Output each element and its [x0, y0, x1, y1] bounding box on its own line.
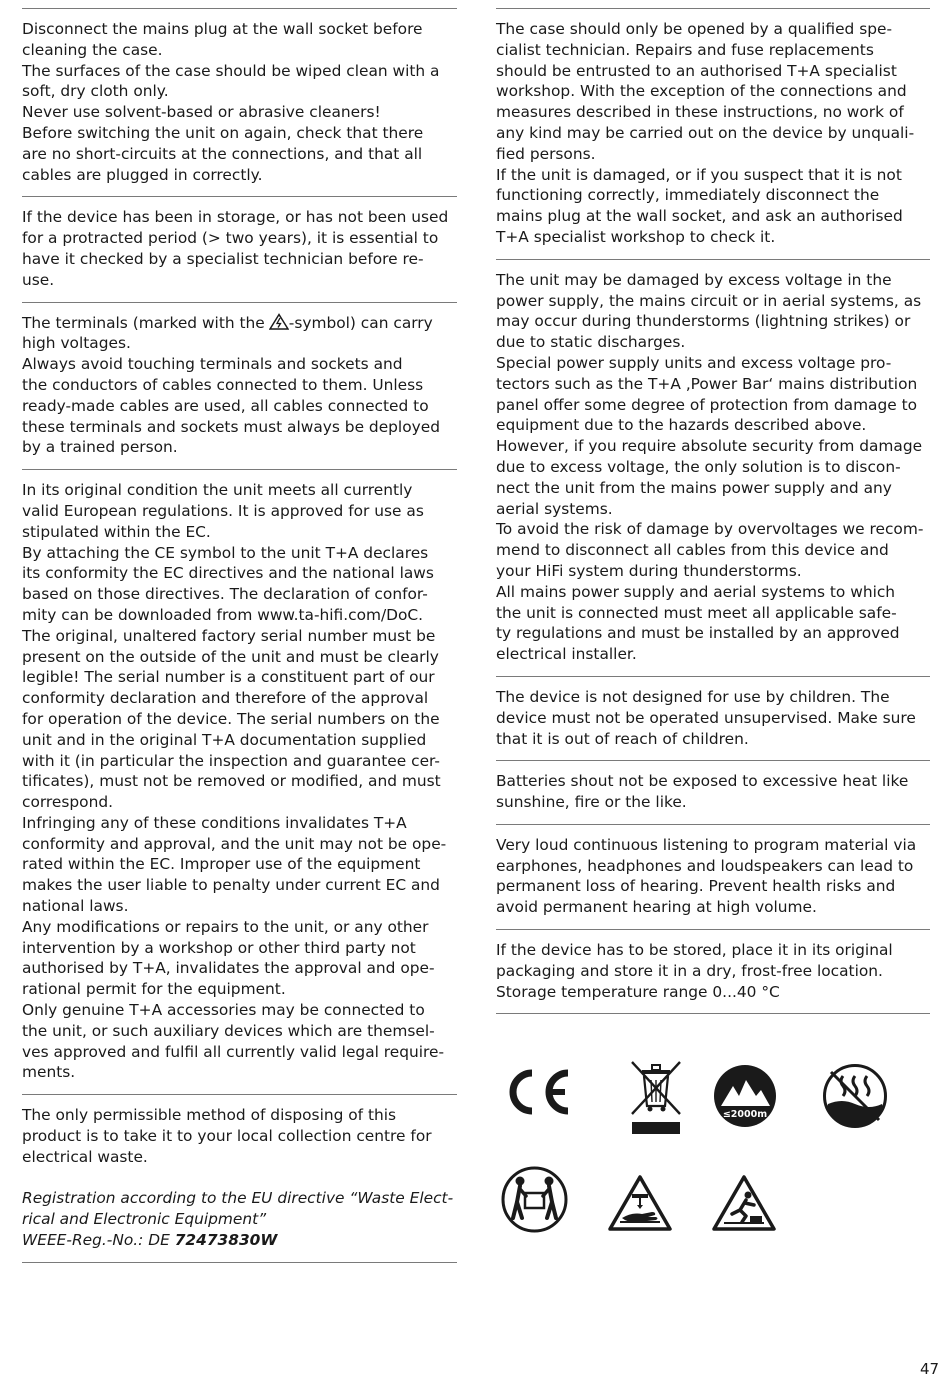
text-line: intervention by a workshop or other third party not — [22, 938, 416, 957]
text-line: mend to disconnect all cables from this device and — [496, 541, 889, 560]
text-line: any kind may be carried out on the device by unquali- — [496, 123, 915, 142]
text-line: Batteries shout not be exposed to excessive heat like — [496, 772, 909, 791]
disposal-section — [22, 1094, 457, 1263]
text-line: for a protracted period (> two years), it is essential to — [22, 229, 439, 248]
page-number: 47 — [920, 1360, 940, 1378]
text-line: high voltages. — [22, 334, 131, 353]
text-line: mity can be downloaded from www.ta-hifi.com/DoC. — [22, 605, 424, 624]
high-voltage-warning-icon — [269, 313, 289, 330]
text-line: electrical installer. — [496, 645, 637, 664]
text-line: functioning correctly, immediately disconnect the — [496, 186, 880, 205]
text-line: Registration according to the EU directive “Waste Elect- — [22, 1189, 454, 1208]
weee-crossed-bin-icon — [628, 1058, 684, 1136]
text-line: Storage temperature range 0...40 °C — [496, 982, 780, 1001]
hand-crush-warning-icon — [608, 1174, 672, 1232]
right-column — [496, 8, 930, 1014]
text-line: should be entrusted to an authorised T+A specialist — [496, 61, 897, 80]
text-line: due to static discharges. — [496, 333, 686, 352]
text-line: Infringing any of these conditions invalidates T+A — [22, 813, 407, 832]
overvoltage-section — [496, 259, 930, 676]
text-line — [22, 313, 457, 334]
text-line: the unit is connected must meet all applicable safe- — [496, 603, 897, 622]
text-line: product is to take it to your local collection centre for — [22, 1127, 432, 1146]
paragraph-gap — [22, 1168, 457, 1189]
two-person-lift-icon — [501, 1166, 568, 1233]
tropical-climate-icon — [823, 1064, 887, 1128]
text-fragment: The terminals (marked with the — [22, 313, 265, 332]
text-line: earphones, headphones and loudspeakers can lead to — [496, 856, 914, 875]
text-line: its conformity the EC directives and the national laws — [22, 564, 434, 583]
text-line: The only permissible method of disposing of this — [22, 1106, 397, 1125]
text-line: present on the outside of the unit and must be clearly — [22, 647, 439, 666]
text-line: aerial systems. — [496, 499, 613, 518]
cleaning-section — [22, 8, 457, 196]
text-line: by a trained person. — [22, 438, 178, 457]
text-line: If the device has to be stored, place it in its original — [496, 941, 893, 960]
text-line: measures described in these instructions, no work of — [496, 103, 904, 122]
children-section — [496, 676, 930, 760]
text-line: Only genuine T+A accessories may be connected to — [22, 1001, 425, 1020]
text-line: avoid permanent hearing at high volume. — [496, 898, 817, 917]
altitude-limit-icon — [713, 1064, 777, 1128]
ce-mark-icon — [503, 1066, 573, 1118]
text-line: conformity declaration and therefore of the approval — [22, 689, 429, 708]
weee-number: 72473830W — [174, 1231, 278, 1250]
text-line: Disconnect the mains plug at the wall socket before — [22, 20, 423, 38]
case-opening-section — [496, 8, 930, 259]
text-line: may occur during thunderstorms (lightning strikes) or — [496, 312, 911, 331]
ce-conformity-section — [22, 469, 457, 1094]
text-line: cleaning the case. — [22, 40, 163, 59]
text-line: these terminals and sockets must always be deployed — [22, 417, 440, 436]
text-line: panel offer some degree of protection from damage to — [496, 395, 918, 414]
text-line: fied persons. — [496, 144, 596, 163]
text-line: have it checked by a specialist technician before re- — [22, 249, 424, 268]
text-line: due to excess voltage, the only solution is to discon- — [496, 457, 901, 476]
text-line: for operation of the device. The serial numbers on the — [22, 709, 440, 728]
text-line: All mains power supply and aerial systems to which — [496, 582, 896, 601]
text-line: cables are plugged in correctly. — [22, 165, 263, 184]
text-line: tectors such as the T+A ‚Power Bar‘ mains distribution — [496, 374, 918, 393]
batteries-section — [496, 760, 930, 824]
text-line: correspond. — [22, 793, 114, 812]
text-fragment: -symbol) can carry — [288, 313, 433, 332]
text-line: ready-made cables are used, all cables connected to — [22, 396, 429, 415]
text-line: the conductors of cables connected to them. Unless — [22, 375, 424, 394]
text-line: conformity and approval, and the unit may not be ope- — [22, 834, 447, 853]
text-line: If the unit is damaged, or if you suspect that it is not — [496, 165, 902, 184]
text-line: In its original condition the unit meets all currently — [22, 481, 413, 500]
text-line: stipulated within the EC. — [22, 522, 211, 541]
text-line: Never use solvent-based or abrasive cleaners! — [22, 103, 381, 122]
text-line: To avoid the risk of damage by overvoltages we recom- — [496, 520, 924, 539]
text-line: Any modifications or repairs to the unit, or any other — [22, 917, 429, 936]
text-line: The surfaces of the case should be wiped clean with a — [22, 61, 440, 80]
text-line: permanent loss of hearing. Prevent health risks and — [496, 877, 896, 896]
text-line: ty regulations and must be installed by an approved — [496, 624, 900, 643]
text-line: sunshine, fire or the like. — [496, 793, 687, 812]
text-line: The device is not designed for use by children. The — [496, 687, 890, 706]
text-line: Before switching the unit on again, check that there — [22, 123, 424, 142]
text-line: nect the unit from the mains power supply and any — [496, 478, 892, 497]
text-line: that it is out of reach of children. — [496, 729, 749, 748]
text-line: The original, unaltered factory serial number must be — [22, 626, 436, 645]
text-line: ves approved and fulfil all currently valid legal require- — [22, 1042, 445, 1061]
text-line: soft, dry cloth only. — [22, 82, 169, 101]
hearing-section — [496, 824, 930, 929]
text-line: with it (in particular the inspection and guarantee cer- — [22, 751, 440, 770]
text-line: device must not be operated unsupervised. Make sure — [496, 708, 916, 727]
text-line: valid European regulations. It is approved for use as — [22, 501, 424, 520]
text-line: The unit may be damaged by excess voltage in the — [496, 270, 892, 289]
text-line: unit and in the original T+A documentation supplied — [22, 730, 427, 749]
text-line: Very loud continuous listening to program material via — [496, 835, 917, 854]
text-line: ments. — [22, 1063, 76, 1082]
text-line: authorised by T+A, invalidates the approval and ope- — [22, 959, 435, 978]
text-line: workshop. With the exception of the connections and — [496, 82, 907, 101]
storage-check-section — [22, 196, 457, 301]
text-line: electrical waste. — [22, 1147, 148, 1166]
text-line: use. — [22, 270, 55, 289]
text-line: cialist technician. Repairs and fuse replacements — [496, 40, 874, 59]
text-line: are no short-circuits at the connections, and that all — [22, 144, 423, 163]
text-line: power supply, the mains circuit or in aerial systems, as — [496, 291, 922, 310]
text-line: Special power supply units and excess voltage pro- — [496, 353, 892, 372]
text-line: packaging and store it in a dry, frost-free location. — [496, 961, 883, 980]
text-line: Always avoid touching terminals and sockets and — [22, 355, 403, 374]
text-line: the unit, or such auxiliary devices which are themsel- — [22, 1021, 435, 1040]
trip-hazard-warning-icon — [712, 1174, 776, 1232]
text-line: If the device has been in storage, or has not been used — [22, 208, 449, 227]
text-line: By attaching the CE symbol to the unit T+A declares — [22, 543, 429, 562]
altitude-label: ≤2000m — [722, 1109, 768, 1120]
text-line: T+A specialist workshop to check it. — [496, 227, 776, 246]
storage-section — [496, 929, 930, 1014]
text-line: However, if you require absolute security from damage — [496, 437, 923, 456]
text-line: your HiFi system during thunderstorms. — [496, 561, 802, 580]
weee-prefix: WEEE-Reg.-No.: DE — [22, 1231, 175, 1250]
text-line: rational permit for the equipment. — [22, 980, 286, 999]
text-line: tificates), must not be removed or modified, and must — [22, 772, 441, 791]
text-line: rical and Electronic Equipment” — [22, 1210, 267, 1229]
terminals-section — [22, 302, 457, 470]
text-line: based on those directives. The declaration of confor- — [22, 585, 428, 604]
weee-registration — [22, 1230, 457, 1251]
left-column — [22, 8, 457, 1263]
text-line: rated within the EC. Improper use of the equipment — [22, 855, 421, 874]
text-line: legible! The serial number is a constituent part of our — [22, 668, 435, 687]
text-line: equipment due to the hazards described above. — [496, 416, 867, 435]
text-line: national laws. — [22, 897, 129, 916]
text-line: mains plug at the wall socket, and ask an authorised — [496, 207, 903, 226]
text-line: makes the user liable to penalty under current EC and — [22, 876, 440, 895]
text-line: The case should only be opened by a qualified spe- — [496, 20, 893, 38]
